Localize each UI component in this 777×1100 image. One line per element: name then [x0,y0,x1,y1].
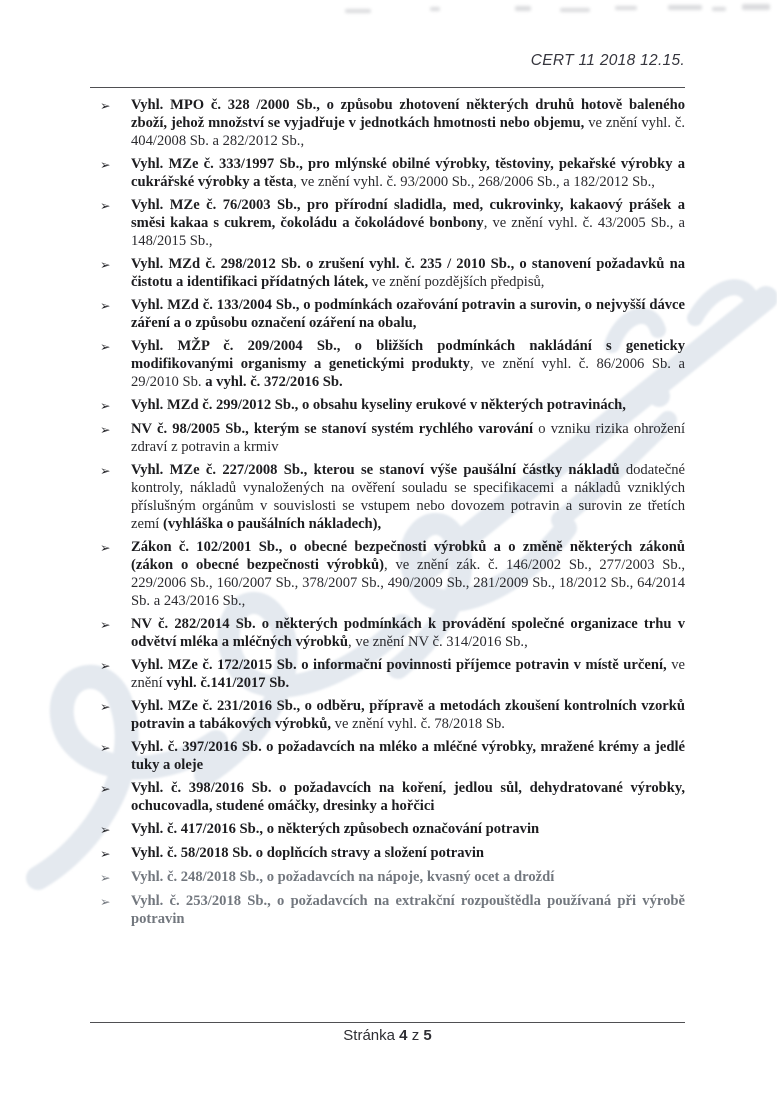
list-item-text: Vyhl. č. 248/2018 Sb., o požadavcích na nápoje, kvasný ocet a droždí [131,869,555,885]
list-item-text: Vyhl. č. 417/2016 Sb., o některých způsobech označování potravin [131,821,540,837]
arrow-bullet-icon: ➢ [100,339,111,354]
scan-artifact [742,4,770,10]
arrow-bullet-icon: ➢ [100,298,111,313]
arrow-bullet-icon: ➢ [100,463,111,478]
scan-artifact [668,5,702,10]
scan-artifact [712,7,726,11]
document-header-timestamp: CERT 11 2018 12.15. [530,52,685,69]
footer-total-pages: 5 [423,1027,432,1044]
scan-artifact [515,6,531,11]
list-item-text: NV č. 98/2005 Sb., kterým se stanoví systém rychlého varování o vzniku rizika ohrožení zdraví z potravin a krmiv [131,421,685,455]
list-item [100,420,685,456]
scan-artifact [560,8,590,12]
list-item-text: Vyhl. č. 398/2016 Sb. o požadavcích na koření, jedlou sůl, dehydratované výrobky, ochucovadla, studené omáčky, dresinky a hořčici [131,780,685,814]
list-item-text: Vyhl. MŽP č. 209/2004 Sb., o bližších podmínkách nakládání s geneticky modifikovanými organismy a genetickými produkty, ve znění vyhl. č. 86/2006 Sb. a 29/2010 Sb. a vyhl. č. 372/2016 Sb. [131,338,685,390]
arrow-bullet-icon: ➢ [100,894,111,909]
arrow-bullet-icon: ➢ [100,870,111,885]
arrow-bullet-icon: ➢ [100,98,111,113]
arrow-bullet-icon: ➢ [100,699,111,714]
list-item [100,337,685,391]
list-item-text: Vyhl. MZe č. 227/2008 Sb., kterou se stanoví výše paušální částky nákladů dodatečné kontroly, nákladů vynaložených na ověření souladu se specifikacemi a nákladů vzniklých příslušným orgánům v souvislosti se vstupem nebo dovozem potravin a surovin ze třetích zemí (vyhláška o paušálních nákladech), [131,462,685,532]
arrow-bullet-icon: ➢ [100,157,111,172]
list-item [100,738,685,774]
arrow-bullet-icon: ➢ [100,846,111,861]
list-item [100,255,685,291]
list-item-text: Vyhl. MZe č. 231/2016 Sb., o odběru, přípravě a metodách zkoušení kontrolních vzorků potravin a tabákových výrobků, ve znění vyhl. č. 78/2018 Sb. [131,698,685,732]
page-number [90,1027,685,1044]
list-item-text: Vyhl. č. 253/2018 Sb., o požadavcích na extrakční rozpouštědla používaná při výrobě potravin [131,893,685,927]
list-item [100,892,685,928]
list-item-text: Zákon č. 102/2001 Sb., o obecné bezpečnosti výrobků a o změně některých zákonů (zákon o obecné bezpečnosti výrobků), ve znění zák. č. 146/2002 Sb., 277/2003 Sb., 229/2006 Sb., 160/2007 Sb., 378/2007 Sb., 490/2009 Sb., 281/2009 Sb., 18/2012 Sb., 64/2014 Sb. a 243/2016 Sb., [131,539,685,609]
list-item-text: Vyhl. č. 397/2016 Sb. o požadavcích na mléko a mléčné výrobky, mražené krémy a jedlé tuky a oleje [131,739,685,773]
list-item [100,779,685,815]
footer-divider [90,1022,685,1023]
list-item-text: NV č. 282/2014 Sb. o některých podmínkách k provádění společné organizace trhu v odvětví mléka a mléčných výrobků, ve znění NV č. 314/2016 Sb., [131,616,685,650]
arrow-bullet-icon: ➢ [100,398,111,413]
list-item [100,697,685,733]
list-item-text: Vyhl. MZe č. 333/1997 Sb., pro mlýnské obilné výrobky, těstoviny, pekařské výrobky a cukrářské výrobky a těsta, ve znění vyhl. č. 93/2000 Sb., 268/2006 Sb., a 182/2012 Sb., [131,156,685,190]
arrow-bullet-icon: ➢ [100,740,111,755]
list-item [100,844,685,863]
header-divider [90,87,685,88]
list-item [100,656,685,692]
list-item [100,461,685,533]
list-item-text: Vyhl. MZe č. 172/2015 Sb. o informační povinnosti příjemce potravin v místě určení, ve znění vyhl. č.141/2017 Sb. [131,657,685,691]
arrow-bullet-icon: ➢ [100,822,111,837]
list-item [100,615,685,651]
list-item [100,296,685,332]
footer-prefix: Stránka [343,1027,395,1044]
list-item [100,155,685,191]
scan-artifact [345,9,371,13]
list-item-text: Vyhl. č. 58/2018 Sb. o doplňcích stravy a složení potravin [131,845,484,861]
list-item-text: Vyhl. MZd č. 298/2012 Sb. o zrušení vyhl. č. 235 / 2010 Sb., o stanovení požadavků na čistotu a identifikaci přídatných látek, ve znění pozdějších předpisů, [131,256,685,290]
list-item [100,868,685,887]
list-item [100,396,685,415]
footer-current-page: 4 [399,1027,408,1044]
list-item [100,820,685,839]
list-item [100,96,685,150]
list-item [100,196,685,250]
arrow-bullet-icon: ➢ [100,540,111,555]
list-item [100,538,685,610]
scan-artifact [430,7,440,11]
list-item-text: Vyhl. MPO č. 328 /2000 Sb., o způsobu zhotovení některých druhů hotově baleného zboží, jehož množství se vyjadřuje v jednotkách hmotnosti nebo objemu, ve znění vyhl. č. 404/2008 Sb. a 282/2012 Sb., [131,97,685,149]
arrow-bullet-icon: ➢ [100,617,111,632]
scan-artifact [615,6,637,10]
arrow-bullet-icon: ➢ [100,257,111,272]
arrow-bullet-icon: ➢ [100,781,111,796]
list-item-text: Vyhl. MZd č. 299/2012 Sb., o obsahu kyseliny erukové v některých potravinách, [131,397,626,413]
list-item-text: Vyhl. MZd č. 133/2004 Sb., o podmínkách ozařování potravin a surovin, o nejvyšší dávce záření a o způsobu označení ozáření na obalu, [131,297,685,331]
arrow-bullet-icon: ➢ [100,658,111,673]
list-item-text: Vyhl. MZe č. 76/2003 Sb., pro přírodní sladidla, med, cukrovinky, kakaový prášek a směsi kakaa s cukrem, čokoládu a čokoládové bonbony, ve znění vyhl. č. 43/2005 Sb., a 148/2015 Sb., [131,197,685,249]
arrow-bullet-icon: ➢ [100,422,111,437]
footer-of-word: z [411,1027,420,1044]
regulation-list [100,96,685,933]
arrow-bullet-icon: ➢ [100,198,111,213]
